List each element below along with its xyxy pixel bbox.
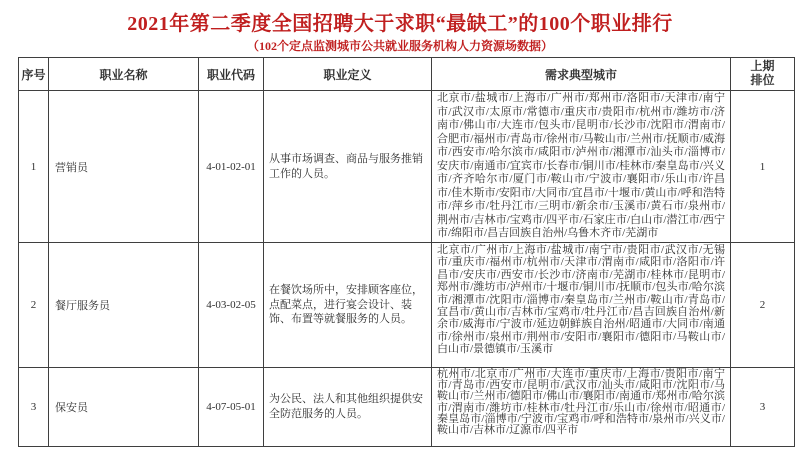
occupations-ranking-table — [18, 57, 795, 447]
occupation-definition-cell: 在餐饮场所中，安排顾客座位，点配菜点，进行宴会设计、装饰、布置等就餐服务的人员。 — [264, 243, 432, 368]
table-row — [19, 91, 795, 243]
column-header-demand-cities: 需求典型城市 — [432, 58, 731, 91]
prev-rank-cell: 2 — [731, 243, 795, 368]
serial-cell: 2 — [19, 243, 49, 368]
occupation-definition-cell: 从事市场调查、商品与服务推销工作的人员。 — [264, 91, 432, 243]
column-header-definition: 职业定义 — [264, 58, 432, 91]
occupation-code-cell: 4-03-02-05 — [199, 243, 264, 368]
prev-rank-header-label: 上期排位 — [750, 59, 775, 87]
table-row — [19, 243, 795, 368]
column-header-index: 序号 — [19, 58, 49, 91]
page-subtitle: （102个定点监测城市公共就业服务机构人力资源场数据） — [246, 39, 553, 53]
occupation-name-cell: 营销员 — [49, 91, 199, 243]
header-row — [19, 58, 795, 91]
column-header-occupation-name: 职业名称 — [49, 58, 199, 91]
column-header-occupation-code: 职业代码 — [199, 58, 264, 91]
occupation-name-cell: 保安员 — [49, 368, 199, 447]
occupation-name-cell: 餐厅服务员 — [49, 243, 199, 368]
demand-cities-cell: 北京市/广州市/上海市/盐城市/南宁市/贵阳市/武汉市/无锡市/重庆市/福州市/杭州市/天津市/渭南市/咸阳市/洛阳市/许昌市/安庆市/西安市/长沙市/济南市/芜湖市/桂林市/昆明市/郑州市/潍坊市/泸州市/十堰市/铜川市/抚顺市/包头市/哈尔滨市/湘潭市/沈阳市/淄博市/秦皇岛市/兰州市/鞍山市/青岛市/宜昌市/黄山市/吉林市/宝鸡市/牡丹江市/昌吉回族自治州/新余市/威海市/宁波市/延边朝鲜族自治州/昭通市/大同市/南通市/徐州市/泉州市/荆州市/安阳市/襄阳市/德阳市/马鞍山市/白山市/景德镇市/玉溪市 — [432, 243, 731, 368]
table-row — [19, 368, 795, 447]
prev-rank-cell: 3 — [731, 368, 795, 447]
column-header-prev-rank — [731, 58, 795, 91]
prev-rank-cell: 1 — [731, 91, 795, 243]
page-title: 2021年第二季度全国招聘大于求职“最缺工”的100个职业排行 — [127, 13, 673, 35]
occupation-code-cell: 4-07-05-01 — [199, 368, 264, 447]
demand-cities-cell: 北京市/盐城市/上海市/广州市/郑州市/洛阳市/天津市/南宁市/武汉市/太原市/常德市/重庆市/贵阳市/杭州市/潍坊市/济南市/佛山市/大连市/包头市/昆明市/长沙市/沈阳市/渭南市/合肥市/福州市/青岛市/徐州市/马鞍山市/兰州市/抚顺市/威海市/西安市/哈尔滨市/咸阳市/泸州市/湘潭市/汕头市/淄博市/安庆市/南通市/宜宾市/长春市/铜川市/桂林市/秦皇岛市/兴义市/齐齐哈尔市/厦门市/鞍山市/宁波市/襄阳市/乐山市/许昌市/佳木斯市/安阳市/大同市/宜昌市/十堰市/黄山市/呼和浩特市/萍乡市/牡丹江市/三明市/新余市/玉溪市/黄石市/泉州市/荆州市/吉林市/宝鸡市/四平市/石家庄市/白山市/潜江市/西宁市/绵阳市/昌吉回族自治州/乌鲁木齐市/芜湖市 — [432, 91, 731, 243]
serial-cell: 1 — [19, 91, 49, 243]
demand-cities-cell: 杭州市/北京市/广州市/大连市/重庆市/上海市/贵阳市/南宁市/青岛市/西安市/昆明市/武汉市/汕头市/咸阳市/沈阳市/马鞍山市/兰州市/德阳市/佛山市/襄阳市/南通市/郑州市/哈尔滨市/渭南市/潍坊市/桂林市/牡丹江市/乐山市/徐州市/昭通市/秦皇岛市/淄博市/宁波市/宝鸡市/呼和浩特市/泉州市/兴义市/鞍山市/吉林市/辽源市/四平市 — [432, 368, 731, 447]
occupation-code-cell: 4-01-02-01 — [199, 91, 264, 243]
occupation-definition-cell: 为公民、法人和其他组织提供安全防范服务的人员。 — [264, 368, 432, 447]
serial-cell: 3 — [19, 368, 49, 447]
